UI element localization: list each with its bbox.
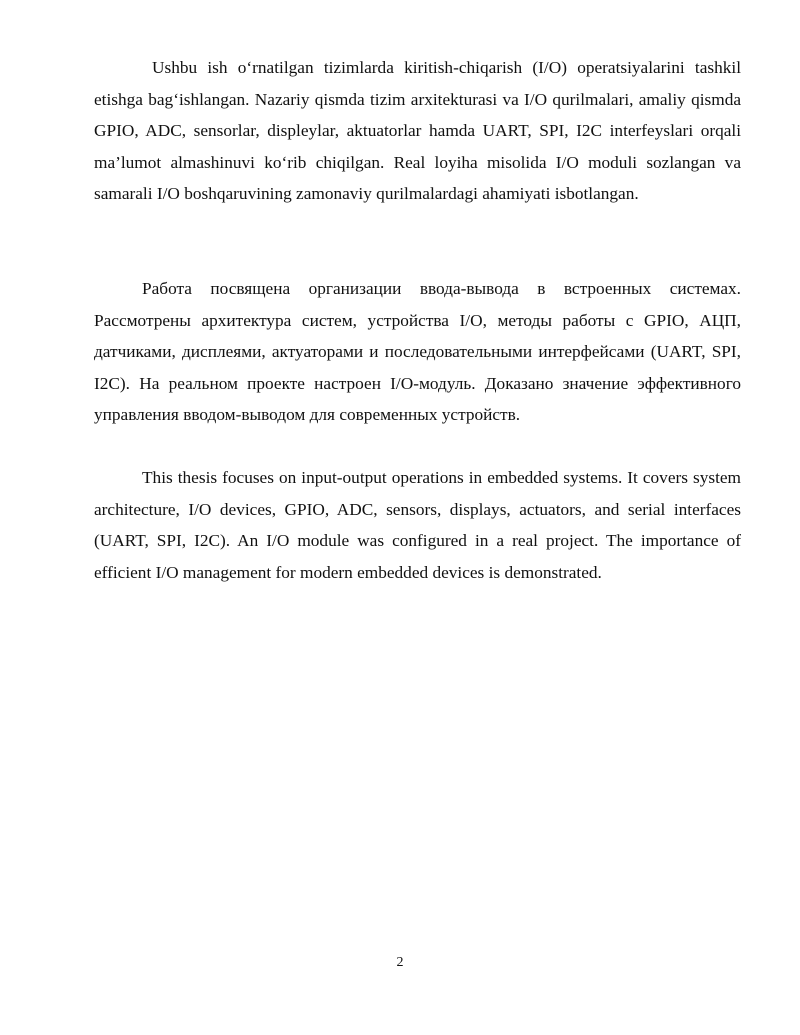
- page-number: 2: [396, 955, 404, 970]
- abstract-paragraph-uzbek: Ushbu ish o‘rnatilgan tizimlarda kiritish-chiqarish (I/O) operatsiyalarini tashkil etishga bag‘ishlangan. Nazariy qismda tizim arxitekturasi va I/O qurilmalari, amaliy qismda GPIO, ADC, sensorlar, displeylar, aktuatorlar hamda UART, SPI, I2C interfeyslari orqali ma’lumot almashinuvi ko‘rib chiqilgan. Real loyiha misolida I/O moduli sozlangan va samarali I/O boshqaruvining zamonaviy qurilmalardagi ahamiyati isbotlangan.: [94, 58, 741, 204]
- abstract-paragraph-english: This thesis focuses on input-output operations in embedded systems. It covers system architecture, I/O devices, GPIO, ADC, sensors, displays, actuators, and serial interfaces (UART, SPI, I2C). An I/O module was configured in a real project. The importance of efficient I/O management for modern embedded devices is demonstrated.: [94, 468, 741, 582]
- abstract-paragraph-russian: Работа посвящена организации ввода-вывода в встроенных системах. Рассмотрены архитектура систем, устройства I/O, методы работы с GPIO, АЦП, датчиками, дисплеями, актуаторами и последовательными интерфейсами (UART, SPI, I2C). На реальном проекте настроен I/O-модуль. Доказано значение эффективного управления вводом-выводом для современных устройств.: [94, 279, 741, 425]
